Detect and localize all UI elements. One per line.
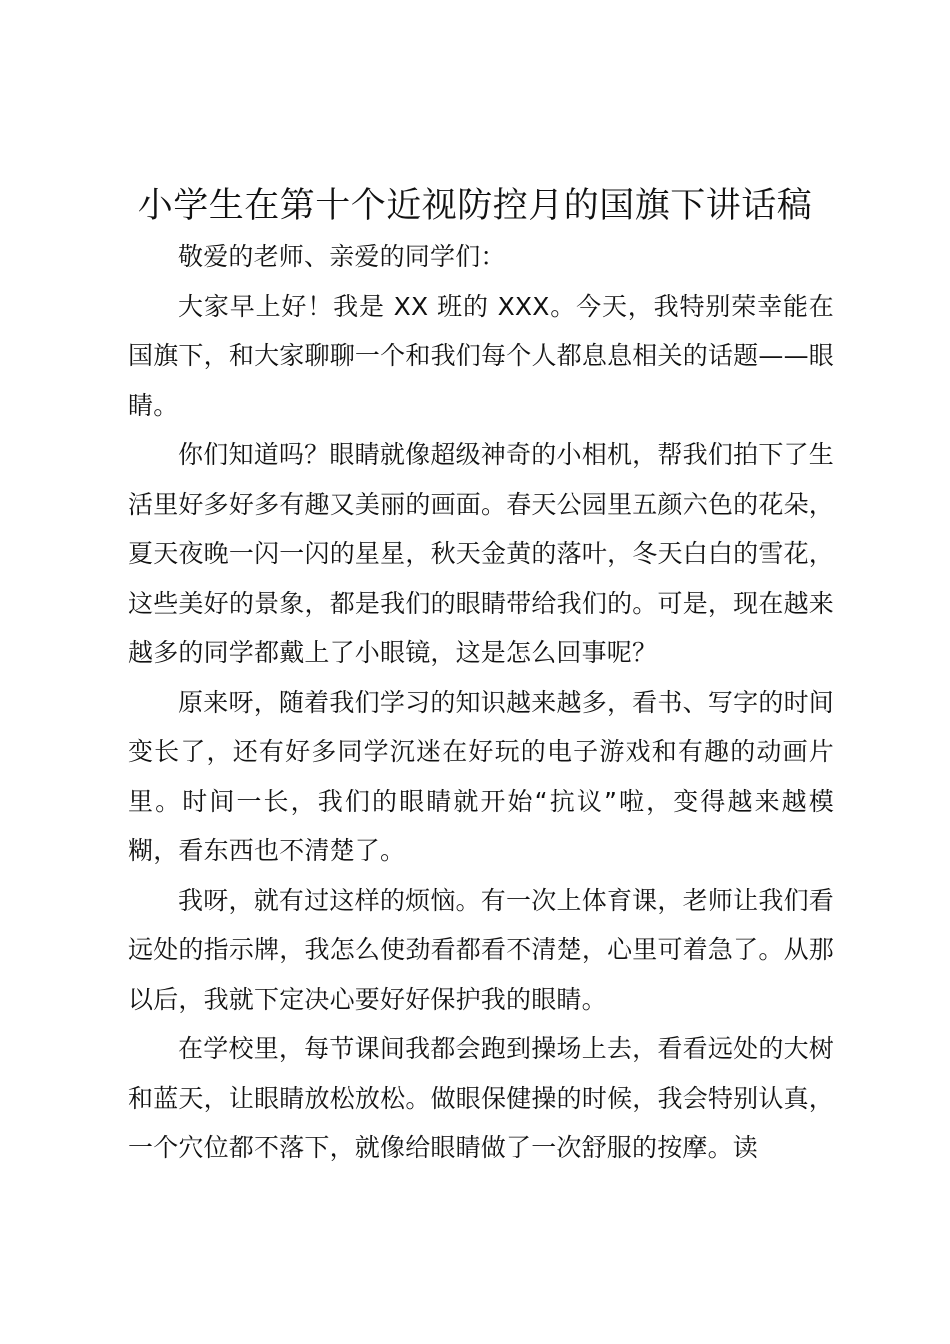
paragraph-eyes-camera: 你们知道吗？眼睛就像超级神奇的小相机，帮我们拍下了生活里好多好多有趣又美丽的画面。春天公园里五颜六色的花朵，夏天夜晚一闪一闪的星星，秋天金黄的落叶，冬天白白的雪花，这些美好的景象，都是我们的眼睛带给我们的。可是，现在越来越多的同学都戴上了小眼镜，这是怎么回事呢？ bbox=[128, 440, 834, 667]
document-title: 小学生在第十个近视防控月的国旗下讲话稿 bbox=[137, 186, 813, 226]
paragraph-personal-story: 我呀，就有过这样的烦恼。有一次上体育课，老师让我们看远处的指示牌，我怎么使劲看都看不清楚，心里可着急了。从那以后，我就下定决心要好好保护我的眼睛。 bbox=[128, 885, 834, 1014]
paragraph-salutation: 敬爱的老师、亲爱的同学们： bbox=[178, 242, 506, 271]
paragraph-causes: 原来呀，随着我们学习的知识越来越多，看书、写字的时间变长了，还有好多同学沉迷在好玩的电子游戏和有趣的动画片里。时间一长，我们的眼睛就开始“抗议”啦，变得越来越模糊，看东西也不清楚了。 bbox=[128, 687, 834, 865]
document-body bbox=[128, 232, 834, 1173]
paragraph-school-habits: 在学校里，每节课间我都会跑到操场上去，看看远处的大树和蓝天，让眼睛放松放松。做眼保健操的时候，我会特别认真，一个穴位都不落下，就像给眼睛做了一次舒服的按摩。读 bbox=[128, 1034, 834, 1162]
paragraph-greeting: 大家早上好！我是 XX 班的 XXX。今天，我特别荣幸能在国旗下，和大家聊聊一个和我们每个人都息息相关的话题——眼睛。 bbox=[128, 291, 834, 420]
